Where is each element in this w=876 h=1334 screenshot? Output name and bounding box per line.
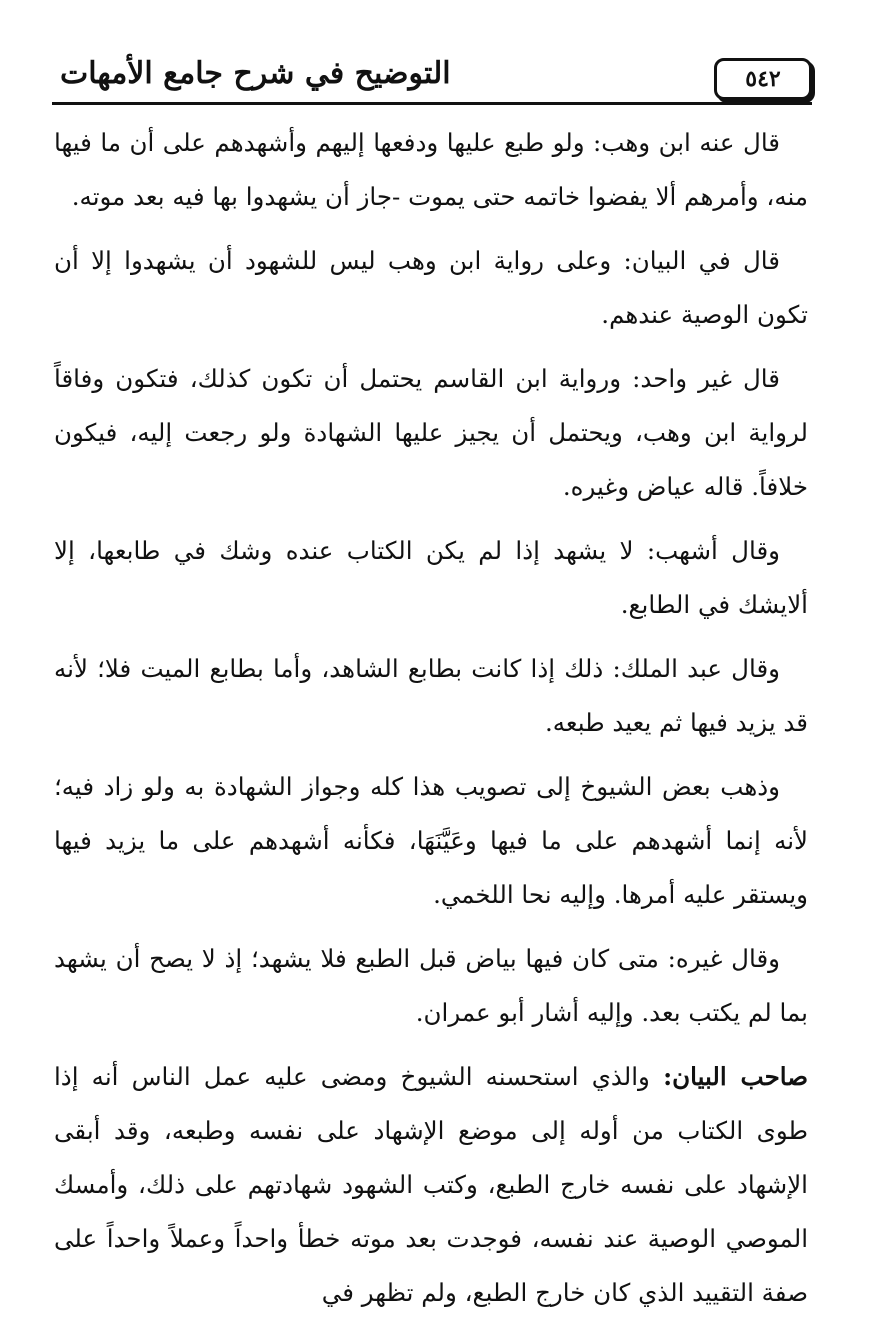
body-text [54, 116, 808, 1330]
paragraph-2 [54, 234, 808, 342]
paragraph-text: والذي استحسنه الشيوخ ومضى عليه عمل الناس أنه إذا طوى الكتاب من أوله إلى موضع الإشهاد على نفسه وطبعه، وقد أبقى الإشهاد على نفسه خارج الطبع، وكتب الشهود شهادتهم على ذلك، وأمسك الموصي الوصية عند نفسه، فوجدت بعد موته خطأ واحداً وعملاً واحداً على صفة التقييد الذي كان خارج الطبع، ولم تظهر في [54, 1062, 808, 1307]
paragraph-6 [54, 760, 808, 922]
paragraph-4 [54, 524, 808, 632]
paragraph-lead: صاحب البيان: [663, 1062, 808, 1091]
paragraph-7 [54, 932, 808, 1040]
paragraph-5 [54, 642, 808, 750]
running-title: التوضيح في شرح جامع الأمهات [60, 56, 451, 91]
page-number: ٥٤٢ [714, 58, 812, 100]
paragraph-text: وقال غيره: متى كان فيها بياض قبل الطبع فلا يشهد؛ إذ لا يصح أن يشهد بما لم يكتب بعد. وإليه أشار أبو عمران. [54, 944, 808, 1027]
paragraph-text: قال غير واحد: ورواية ابن القاسم يحتمل أن تكون كذلك، فتكون وفاقاً لرواية ابن وهب، ويحتمل أن يجيز عليها الشهادة ولو رجعت إليه، فيكون خلافاً. قاله عياض وغيره. [54, 364, 808, 501]
paragraph-3 [54, 352, 808, 514]
paragraph-text: وقال أشهب: لا يشهد إذا لم يكن الكتاب عنده وشك في طابعها، إلا ألايشك في الطابع. [54, 536, 808, 619]
paragraph-8 [54, 1050, 808, 1320]
paragraph-text: قال في البيان: وعلى رواية ابن وهب ليس للشهود أن يشهدوا إلا أن تكون الوصية عندهم. [54, 246, 808, 329]
paragraph-text: وقال عبد الملك: ذلك إذا كانت بطابع الشاهد، وأما بطابع الميت فلا؛ لأنه قد يزيد فيها ثم يعيد طبعه. [54, 654, 808, 737]
paragraph-text: وذهب بعض الشيوخ إلى تصويب هذا كله وجواز الشهادة به ولو زاد فيه؛ لأنه إنما أشهدهم على ما فيها وعَيَّنَهَا، فكأنه أشهدهم على ما يزيد فيها ويستقر عليه أمرها. وإليه نحا اللخمي. [54, 772, 808, 909]
header-rule [52, 102, 812, 105]
page-header [52, 52, 812, 104]
paragraph-1 [54, 116, 808, 224]
paragraph-text: قال عنه ابن وهب: ولو طبع عليها ودفعها إليهم وأشهدهم على أن ما فيها منه، وأمرهم ألا يفضوا خاتمه حتى يموت -جاز أن يشهدوا بها فيه بعد موته. [54, 128, 808, 211]
